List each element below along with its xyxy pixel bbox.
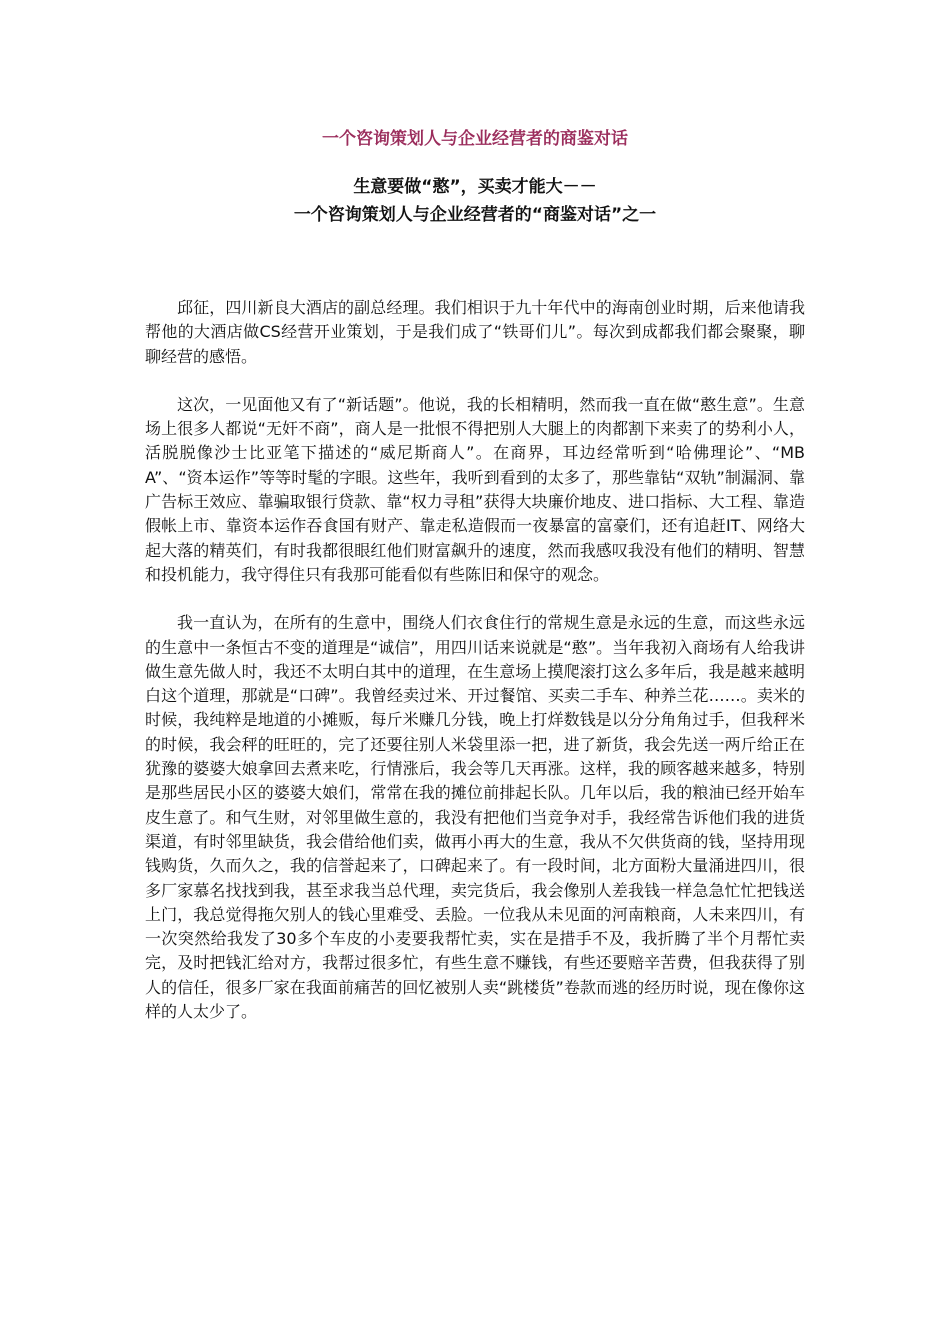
paragraph-1: 邱征，四川新良大酒店的副总经理。我们相识于九十年代中的海南创业时期，后来他请我帮他的大酒店做CS经营开业策划，于是我们成了“铁哥们儿”。每次到成都我们都会聚聚，聊聊经营的感悟。 [145,298,805,366]
document-title: 一个咨询策划人与企业经营者的商鉴对话 [322,129,628,149]
paragraph-3: 我一直认为，在所有的生意中，围绕人们衣食住行的常规生意是永远的生意，而这些永远的生意中一条恒古不变的道理是“诚信”，用四川话来说就是“憨”。当年我初入商场有人给我讲做生意先做人时，我还不太明白其中的道理，在生意场上摸爬滚打这么多年后，我是越来越明白这个道理，那就是“口碑”。我曾经卖过米、开过餐馆、买卖二手车、种养兰花……。卖米的时候，我纯粹是地道的小摊贩，每斤米赚几分钱，晚上打烊数钱是以分分角角过手，但我秤米的时候，我会秤的旺旺的，完了还要往别人米袋里添一把，进了新货，我会先送一两斤给正在犹豫的婆婆大娘拿回去煮来吃，行情涨后，我会等几天再涨。这样，我的顾客越来越多，特别是那些居民小区的婆婆大娘们，常常在我的摊位前排起长队。几年以后，我的粮油已经开始车皮生意了。和气生财，对邻里做生意的，我没有把他们当竞争对手，我经常告诉他们我的进货渠道，有时邻里缺货，我会借给他们卖，做再小再大的生意，我从不欠供货商的钱，坚持用现钱购货，久而久之，我的信誉起来了，口碑起来了。有一段时间，北方面粉大量涌进四川，很多厂家慕名找找到我，甚至求我当总代理，卖完货后，我会像别人差我钱一样急急忙忙把钱送上门，我总觉得拖欠别人的钱心里难受、丢脸。一位我从未见面的河南粮商，人未来四川，有一次突然给我发了30多个车皮的小麦要我帮忙卖，实在是措手不及，我折腾了半个月帮忙卖完，及时把钱汇给对方，我帮过很多忙，有些生意不赚钱，有些还要赔辛苦费，但我获得了别人的信任，很多厂家在我面前痛苦的回忆被别人卖“跳楼货”卷款而逃的经历时说，现在像你这样的人太少了。 [145,613,805,1022]
paragraph-2: 这次，一见面他又有了“新话题”。他说，我的长相精明，然而我一直在做“憨生意”。生意场上很多人都说“无奸不商”，商人是一批恨不得把别人大腿上的肉都割下来卖了的势利小人，活脱脱像沙士比亚笔下描述的“威尼斯商人”。在商界，耳边经常听到“哈佛理论”、“MBA”、“资本运作”等等时髦的字眼。这些年，我听到看到的太多了，那些靠钻“双轨”制漏洞、靠广告标王效应、靠骗取银行贷款、靠“权力寻租”获得大块廉价地皮、进口指标、大工程、靠造假帐上市、靠资本运作吞食国有财产、靠走私造假而一夜暴富的富豪们，还有追赶IT、网络大起大落的精英们，有时我都很眼红他们财富飙升的速度，然而我感叹我没有他们的精明、智慧和投机能力，我守得住只有我那可能看似有些陈旧和保守的观念。 [145,394,805,584]
article-subtitle-line-2: 一个咨询策划人与企业经营者的“商鉴对话”之一 [293,205,657,225]
article-subtitle-line-1: 生意要做“憨”，买卖才能大－－ [353,177,597,197]
article-body [145,296,805,1048]
